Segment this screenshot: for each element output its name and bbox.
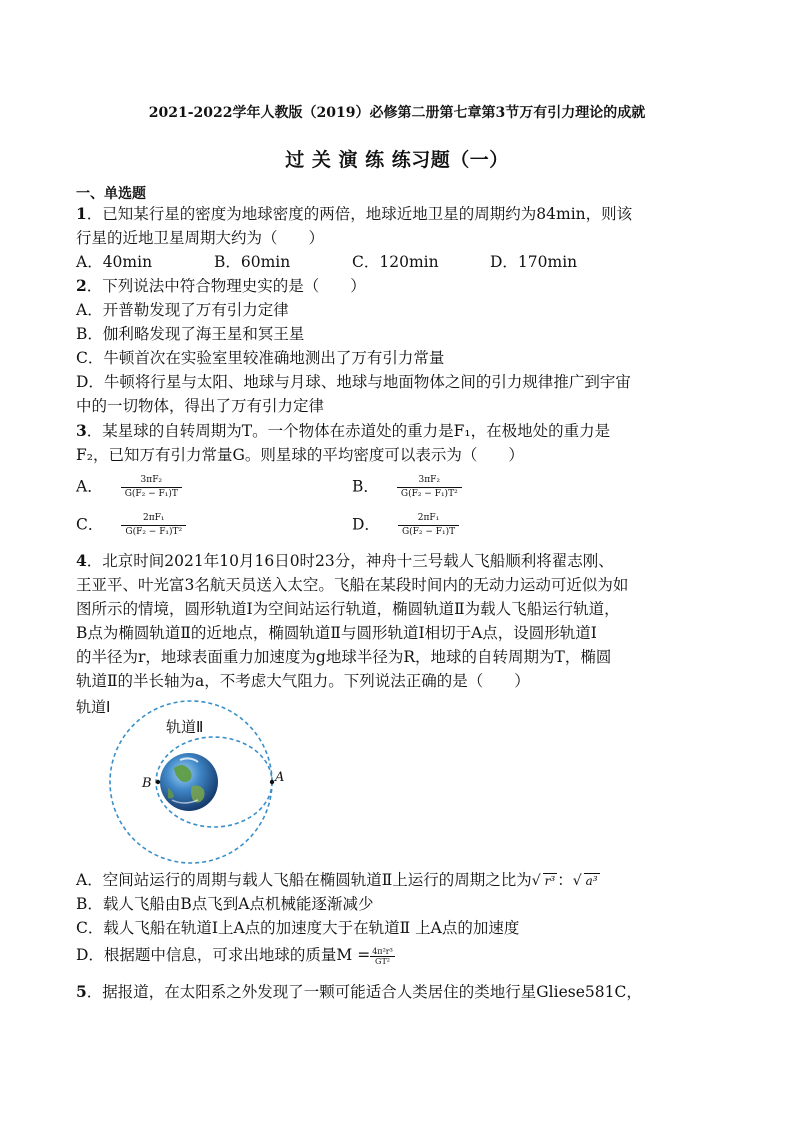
orbit-1-label: 轨道Ⅰ xyxy=(76,698,111,716)
section-heading: 一、单选题 xyxy=(76,186,146,202)
q2-option-d-line1: D．牛顿将行星与太阳、地球与月球、地球与地面物体之间的引力规律推广到宇宙 xyxy=(76,373,631,391)
q4-line3: 图所示的情境，圆形轨道Ⅰ为空间站运行轨道，椭圆轨道Ⅱ为载人飞船运行轨道， xyxy=(76,600,620,618)
point-b-dot xyxy=(156,780,160,784)
q1-number: 1 xyxy=(76,204,87,223)
q3-option-c-fraction: $\frac{\text{2πF₁}}{\text{G(F₂ − F₁)T²}}$ xyxy=(121,513,186,538)
point-b-label: B xyxy=(142,776,152,791)
q3-line2: F₂，已知万有引力常量G。则星球的平均密度可以表示为（ ） xyxy=(76,446,524,464)
q1-option-a: A．40min xyxy=(76,253,153,271)
document-title: 2021-2022学年人教版（2019）必修第二册第七章第3节万有引力理论的成就 xyxy=(148,105,646,121)
q2-option-c: C．牛顿首次在实验室里较准确地测出了万有引力常量 xyxy=(76,349,445,367)
q4-line4: B点为椭圆轨道Ⅱ的近地点，椭圆轨道Ⅱ与圆形轨道Ⅰ相切于A点，设圆形轨道Ⅰ xyxy=(76,624,597,642)
q1-option-d: D．170min xyxy=(490,253,578,271)
q3-option-d-fraction: $\frac{\text{2πF₁}}{\text{G(F₂ − F₁)T}}$ xyxy=(398,513,459,538)
q4-option-d: D．根据题中信息，可求出地球的质量M = $\frac{\text{4π²r³}}{\text{GT²}}$ xyxy=(76,946,393,966)
q4-option-d-fraction: $\frac{\text{4π²r³}}{\text{GT²}}$ xyxy=(372,946,393,966)
q4-line2: 王亚平、叶光富3名航天员送入太空。飞船在某段时间内的无动力运动可近似为如 xyxy=(76,576,629,594)
q4-option-a: A．空间站运行的周期与载人飞船在椭圆轨道Ⅱ上运行的周期之比为√ r³ ：√ a³ xyxy=(76,871,598,889)
q3-option-d: D． $\frac{\text{2πF₁}}{\text{G(F₂ − F₁)T}}$ xyxy=(352,513,459,538)
q4-line5: 的半径为r，地球表面重力加速度为g地球半径为R，地球的自转周期为T，椭圆 xyxy=(76,648,612,666)
point-a-dot xyxy=(270,780,274,784)
orbit-diagram xyxy=(76,696,296,866)
document-subtitle: 过 关 演 练 练习题（一） xyxy=(285,149,509,171)
q2-option-a: A．开普勒发现了万有引力定律 xyxy=(76,301,289,319)
q3-option-c: C． $\frac{\text{2πF₁}}{\text{G(F₂ − F₁)T²}}$ xyxy=(76,513,186,538)
q2-option-d-line2: 中的一切物体，得出了万有引力定律 xyxy=(76,397,325,415)
q2-option-b: B．伽利略发现了海王星和冥王星 xyxy=(76,325,305,343)
q4-option-b: B．载人飞船由B点飞到A点机械能逐渐减少 xyxy=(76,895,374,913)
earth-icon xyxy=(160,753,218,811)
sqrt-a3: a³ xyxy=(585,874,598,888)
q3-option-b: B． $\frac{\text{3πF₂}}{\text{G(F₂ − F₁)T²}}$ xyxy=(352,475,462,500)
q4-line1: 4．北京时间2021年10月16日0时23分，神舟十三号载人飞船顺利将翟志刚、 xyxy=(76,551,614,570)
q1-option-b: B．60min xyxy=(214,253,291,271)
q4-line6: 轨道Ⅱ的半长轴为a，不考虑大气阻力。下列说法正确的是（ ） xyxy=(76,672,530,690)
q5-line1: 5．据报道，在太阳系之外发现了一颗可能适合人类居住的类地行星Gliese581C， xyxy=(76,982,642,1001)
point-a-label: A xyxy=(275,770,285,785)
sqrt-r3: r³ xyxy=(544,874,556,888)
q3-option-b-fraction: $\frac{\text{3πF₂}}{\text{G(F₂ − F₁)T²}}$ xyxy=(397,475,462,500)
q3-line1: 3．某星球的自转周期为T。一个物体在赤道处的重力是F₁，在极地处的重力是 xyxy=(76,421,611,440)
q4-option-c: C．载人飞船在轨道Ⅰ上A点的加速度大于在轨道Ⅱ 上A点的加速度 xyxy=(76,919,520,937)
q1-option-c: C．120min xyxy=(352,253,439,271)
q1-line2: 行星的近地卫星周期大约为（ ） xyxy=(76,229,325,247)
q3-option-a-fraction: $\frac{\text{3πF₂}}{\text{G(F₂ − F₁)T}}$ xyxy=(121,475,182,500)
q2-stem: 2．下列说法中符合物理史实的是（ ） xyxy=(76,276,366,295)
orbit-2-label: 轨道Ⅱ xyxy=(166,718,204,736)
q3-option-a: A． $\frac{\text{3πF₂}}{\text{G(F₂ − F₁)T}}$ xyxy=(76,475,182,500)
q1-line1: 1．已知某行星的密度为地球密度的两倍，地球近地卫星的周期约为84min，则该 xyxy=(76,204,633,223)
